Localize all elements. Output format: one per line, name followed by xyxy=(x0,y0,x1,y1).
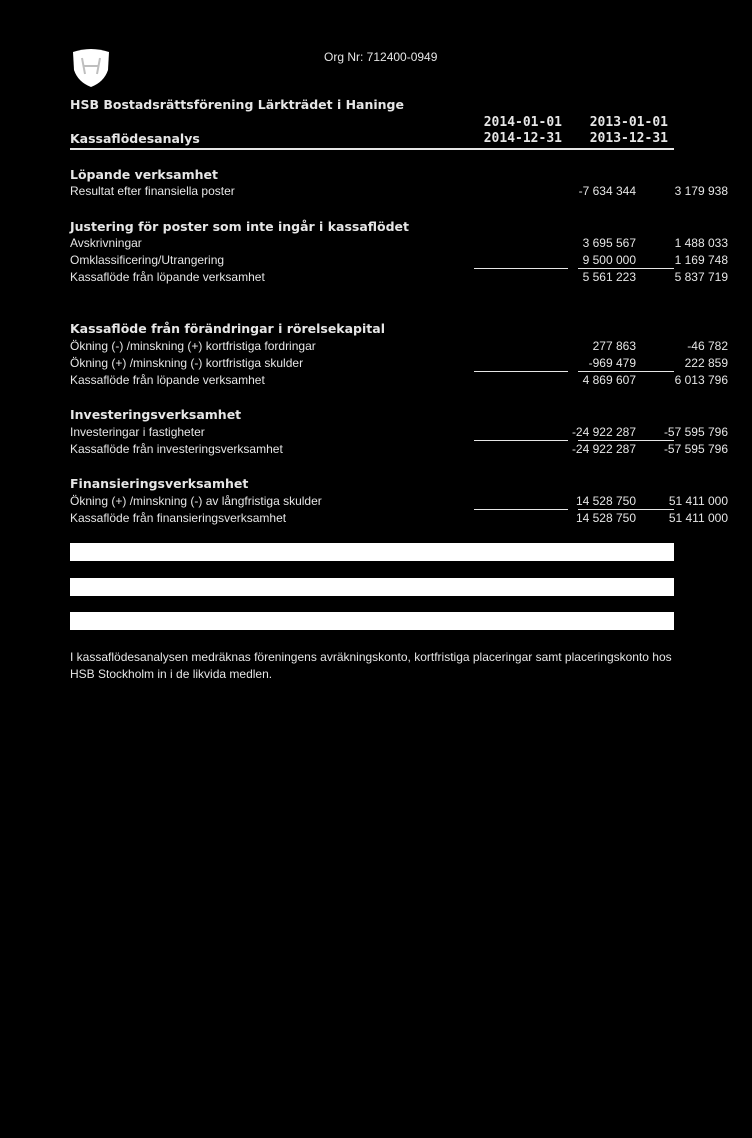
row-value-2013: -57 595 796 xyxy=(663,442,728,456)
row-label: Kassaflöde från löpande verksamhet xyxy=(70,373,265,387)
row-label: Resultat efter finansiella poster xyxy=(70,184,235,198)
subtotal-line-2013 xyxy=(578,509,674,510)
table-row xyxy=(70,184,728,201)
row-value-2013: 51 411 000 xyxy=(668,511,728,525)
row-label: Kassaflöde från löpande verksamhet xyxy=(70,270,265,284)
summary-band-1 xyxy=(70,543,674,561)
row-label: Ökning (-) /minskning (+) kortfristiga fordringar xyxy=(70,339,316,353)
header-divider xyxy=(70,148,674,150)
row-value-2014: 9 500 000 xyxy=(582,253,636,267)
row-value-2014: 3 695 567 xyxy=(582,236,636,250)
section-title-finansiering: Finansieringsverksamhet xyxy=(70,476,249,491)
summary-band-2 xyxy=(70,578,674,596)
period-2014-start: 2014-01-01 xyxy=(483,115,562,130)
hsb-logo-icon xyxy=(70,44,112,88)
row-value-2014: -24 922 287 xyxy=(571,442,636,456)
table-row xyxy=(70,339,728,356)
subtotal-line-2013 xyxy=(578,268,674,269)
summary-band-3 xyxy=(70,612,674,630)
period-2013-start: 2013-01-01 xyxy=(589,115,668,130)
table-row xyxy=(70,236,728,253)
period-2013-end: 2013-12-31 xyxy=(589,131,668,146)
row-label: Kassaflöde från investeringsverksamhet xyxy=(70,442,283,456)
section-title-justering: Justering för poster som inte ingår i kassaflödet xyxy=(70,219,410,234)
row-value-2014: 4 869 607 xyxy=(582,373,636,387)
row-value-2014: 14 528 750 xyxy=(575,494,636,508)
row-value-2014: 5 561 223 xyxy=(582,270,636,284)
subtotal-line-2014 xyxy=(474,509,568,510)
row-value-2013: 1 488 033 xyxy=(674,236,728,250)
period-2014-end: 2014-12-31 xyxy=(483,131,562,146)
table-row xyxy=(70,373,728,390)
subtotal-line-2013 xyxy=(578,371,674,372)
table-row xyxy=(70,511,728,528)
row-label: Investeringar i fastigheter xyxy=(70,425,205,439)
row-label: Kassaflöde från finansieringsverksamhet xyxy=(70,511,287,525)
table-row xyxy=(70,270,728,287)
row-value-2014: 277 863 xyxy=(592,339,636,353)
row-value-2014: -969 479 xyxy=(588,356,636,370)
row-label: Ökning (+) /minskning (-) av långfristiga skulder xyxy=(70,494,322,508)
row-value-2013: 51 411 000 xyxy=(668,494,728,508)
row-value-2014: -7 634 344 xyxy=(578,184,636,198)
subtotal-line-2013 xyxy=(578,440,674,441)
row-value-2013: -57 595 796 xyxy=(663,425,728,439)
period-2014 xyxy=(452,115,562,147)
org-number: Org Nr: 712400-0949 xyxy=(324,50,438,64)
section-title-rorelse: Kassaflöde från förändringar i rörelsekapital xyxy=(70,321,385,336)
row-value-2013: 222 859 xyxy=(684,356,728,370)
subtotal-line-2014 xyxy=(474,268,568,269)
section-title-investering: Investeringsverksamhet xyxy=(70,407,242,422)
row-label: Avskrivningar xyxy=(70,236,142,250)
subtotal-line-2014 xyxy=(474,371,568,372)
period-2013 xyxy=(558,115,668,147)
row-label: Ökning (+) /minskning (-) kortfristiga skulder xyxy=(70,356,304,370)
row-value-2013: 5 837 719 xyxy=(674,270,728,284)
row-label: Omklassificering/Utrangering xyxy=(70,253,225,267)
subtotal-line-2014 xyxy=(474,440,568,441)
footnote: I kassaflödesanalysen medräknas föreningens avräkningskonto, kortfristiga placeringar samt placeringskonto hos HSB Stockholm in i de likvida medlen. xyxy=(70,650,672,681)
section-title-lopande: Löpande verksamhet xyxy=(70,167,218,182)
row-value-2013: 3 179 938 xyxy=(674,184,728,198)
row-value-2013: -46 782 xyxy=(687,339,728,353)
row-value-2014: 14 528 750 xyxy=(575,511,636,525)
page-title: Kassaflödesanalys xyxy=(70,131,200,146)
row-value-2013: 6 013 796 xyxy=(674,373,728,387)
row-value-2013: 1 169 748 xyxy=(674,253,728,267)
row-value-2014: -24 922 287 xyxy=(571,425,636,439)
association-name: HSB Bostadsrättsförening Lärkträdet i Haninge xyxy=(70,97,404,112)
table-row xyxy=(70,442,728,459)
